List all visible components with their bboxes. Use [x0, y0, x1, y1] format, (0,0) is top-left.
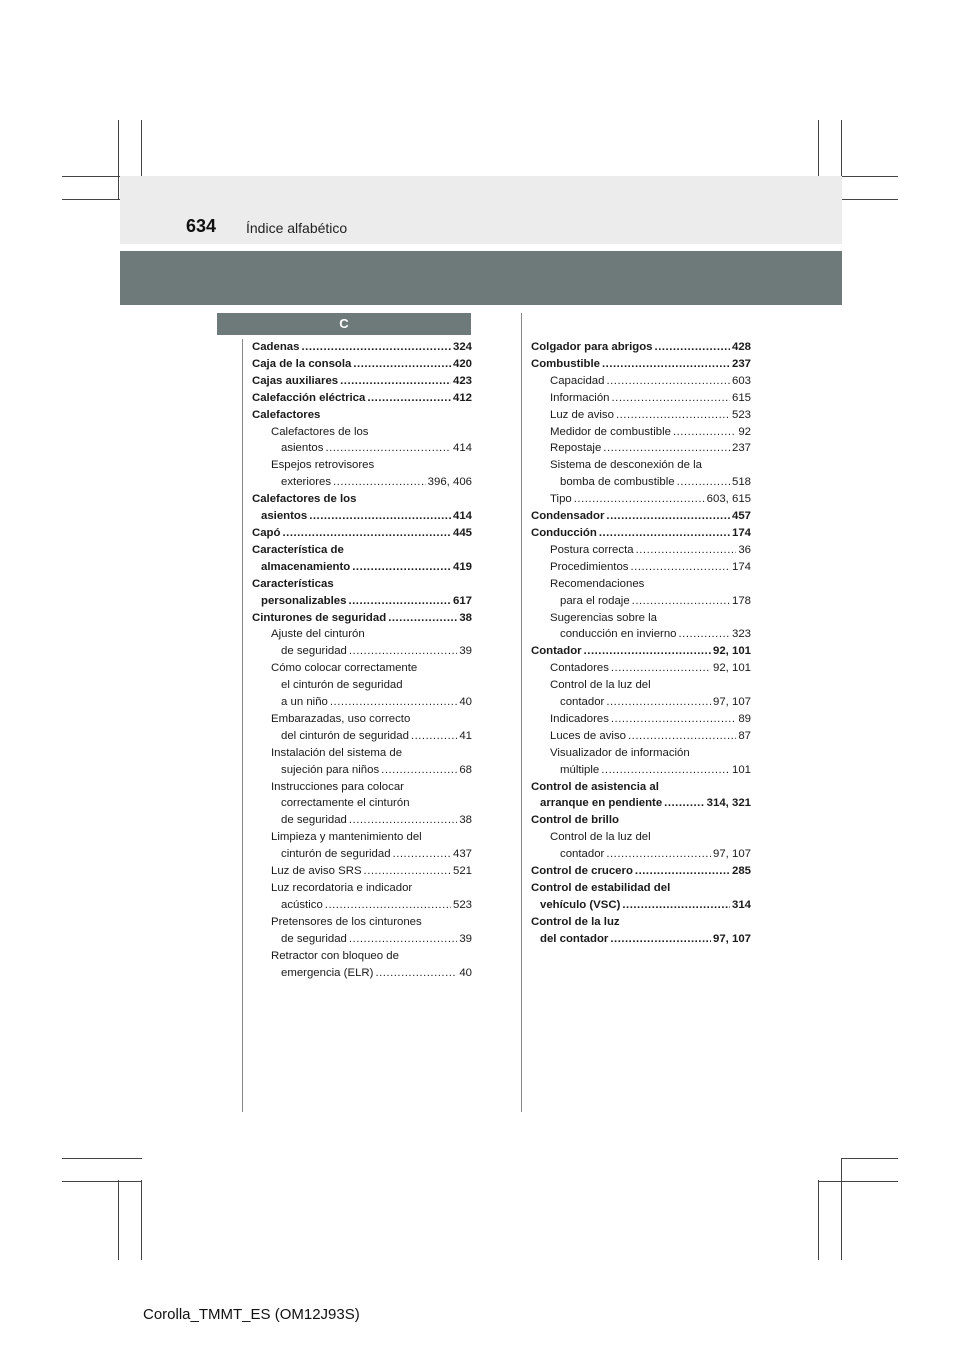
- index-entry: [531, 897, 751, 914]
- index-entry-term: Repostaje: [550, 442, 602, 455]
- leader-dots: [628, 728, 736, 745]
- index-entry-term: acústico: [281, 898, 323, 911]
- index-entry-term: Luz recordatoria e indicador: [271, 882, 413, 894]
- index-entry: [531, 508, 751, 525]
- crop-mark-bottom-left-vertical-1: [118, 1180, 119, 1260]
- index-entry-term: Retractor con bloqueo de: [271, 949, 399, 962]
- index-entry-page: 178: [731, 594, 751, 607]
- index-entry: [252, 542, 472, 559]
- footer-document-code: Corolla_TMMT_ES (OM12J93S): [143, 1306, 360, 1323]
- leader-dots: [333, 474, 426, 491]
- index-entry: [252, 559, 472, 576]
- index-entry-page: 419: [452, 560, 472, 573]
- index-entry: [531, 542, 751, 559]
- index-entry-page: 87: [738, 729, 751, 742]
- index-entry-term: del cinturón de seguridad: [281, 729, 409, 742]
- index-entry-term: Control de la luz: [531, 915, 620, 928]
- column-divider-right: [521, 313, 522, 1112]
- leader-dots: [611, 660, 711, 677]
- index-entry: [252, 390, 472, 407]
- index-entry: [531, 356, 751, 373]
- leader-dots: [606, 373, 730, 390]
- index-entry-page: 40: [459, 696, 472, 709]
- index-entry: [252, 829, 472, 846]
- index-entry: [252, 931, 472, 948]
- index-entry: [531, 931, 751, 948]
- index-entry-term: arranque en pendiente: [540, 797, 663, 810]
- index-entry-term: exteriores: [281, 476, 332, 489]
- index-entry-page: 38: [459, 814, 472, 827]
- index-entry-term: Condensador: [531, 510, 605, 523]
- index-entry: [252, 795, 472, 812]
- index-entry-term: cinturón de seguridad: [281, 848, 391, 861]
- index-entry-term: Colgador para abrigos: [531, 341, 653, 353]
- index-entry-term: Cómo colocar correctamente: [271, 662, 418, 675]
- index-entry-page: 603: [731, 374, 751, 387]
- index-entry-term: almacenamiento: [261, 560, 351, 573]
- index-entry: [252, 593, 472, 610]
- leader-dots: [612, 390, 730, 407]
- index-entry-term: Luz de aviso SRS: [271, 865, 362, 878]
- index-entry-page: 523: [452, 898, 472, 911]
- index-entry: [252, 914, 472, 931]
- index-entry-term: Indicadores: [550, 712, 609, 725]
- crop-mark-top-left-vertical-1: [118, 120, 119, 200]
- index-entry-page: 38: [459, 611, 472, 624]
- index-entry-term: sujeción para niños: [281, 763, 380, 776]
- leader-dots: [602, 356, 730, 373]
- index-entry: [252, 779, 472, 796]
- index-entry: [252, 812, 472, 829]
- leader-dots: [606, 694, 711, 711]
- leader-dots: [664, 795, 704, 812]
- leader-dots: [635, 863, 730, 880]
- index-entry: [531, 525, 751, 542]
- index-entry-term: Conducción: [531, 526, 597, 539]
- index-entry: [531, 457, 751, 474]
- index-column-left: [252, 339, 472, 981]
- leader-dots: [353, 356, 451, 373]
- index-column-right: [531, 339, 751, 948]
- index-entry-term: Control de asistencia al: [531, 780, 659, 793]
- index-entry-page: 428: [731, 341, 751, 353]
- leader-dots: [349, 931, 457, 948]
- leader-dots: [352, 559, 451, 576]
- index-entry-term: Calefactores de los: [252, 493, 357, 506]
- index-entry: [252, 897, 472, 914]
- index-entry-term: múltiple: [560, 763, 600, 776]
- index-entry-page: 521: [452, 865, 472, 878]
- index-entry: [531, 643, 751, 660]
- index-entry: [531, 779, 751, 796]
- leader-dots: [616, 407, 730, 424]
- leader-dots: [301, 339, 451, 356]
- leader-dots: [367, 390, 451, 407]
- index-entry-page: 92: [738, 425, 751, 438]
- index-entry-term: Característica de: [252, 543, 344, 556]
- index-entry-page: 314: [731, 898, 751, 911]
- leader-dots: [603, 440, 730, 457]
- index-entry-term: bomba de combustible: [560, 476, 675, 489]
- index-entry-term: Embarazadas, uso correcto: [271, 712, 411, 725]
- index-entry-term: Postura correcta: [550, 543, 634, 556]
- column-divider-left: [242, 339, 243, 1112]
- index-entry: [531, 474, 751, 491]
- leader-dots: [584, 643, 711, 660]
- index-entry: [252, 660, 472, 677]
- index-entry: [252, 880, 472, 897]
- leader-dots: [381, 762, 457, 779]
- index-entry: [252, 491, 472, 508]
- leader-dots: [610, 931, 711, 948]
- index-entry-term: Sugerencias sobre la: [550, 611, 658, 624]
- index-entry-page: 414: [452, 510, 472, 523]
- crop-mark-bottom-left-horizontal-2: [62, 1181, 142, 1182]
- index-entry-term: Luces de aviso: [550, 729, 626, 742]
- index-entry-term: conducción en invierno: [560, 628, 677, 641]
- index-entry-term: de seguridad: [281, 814, 347, 827]
- index-entry-term: Medidor de combustible: [550, 425, 671, 438]
- index-entry: [531, 880, 751, 897]
- leader-dots: [388, 610, 457, 627]
- index-entry-term: Visualizador de información: [550, 746, 690, 759]
- index-entry-term: Calefactores de los: [271, 425, 369, 438]
- crop-mark-bottom-left-vertical-2: [141, 1180, 142, 1260]
- index-entry-term: contador: [560, 848, 605, 861]
- index-entry-page: 323: [731, 628, 751, 641]
- leader-dots: [330, 694, 457, 711]
- crop-mark-bottom-right-vertical-1: [818, 1180, 819, 1260]
- index-entry-term: a un niño: [281, 696, 328, 709]
- index-entry-page: 396, 406: [427, 476, 472, 489]
- index-entry-term: asientos: [281, 442, 324, 455]
- index-entry: [252, 407, 472, 424]
- index-entry: [252, 474, 472, 491]
- index-entry: [531, 407, 751, 424]
- index-entry-page: 314, 321: [706, 797, 751, 810]
- index-entry-term: Combustible: [531, 357, 600, 370]
- index-entry: [252, 508, 472, 525]
- index-entry: [252, 745, 472, 762]
- index-entry-term: Ajuste del cinturón: [271, 628, 365, 641]
- index-entry-term: Limpieza y mantenimiento del: [271, 831, 422, 844]
- index-entry-term: de seguridad: [281, 645, 347, 658]
- index-entry: [531, 829, 751, 846]
- index-entry-term: Capó: [252, 526, 281, 539]
- leader-dots: [632, 593, 730, 610]
- index-entry-term: Control de la luz del: [550, 679, 651, 692]
- index-entry: [531, 812, 751, 829]
- index-entry: [531, 745, 751, 762]
- index-entry-term: Calefactores: [252, 408, 321, 421]
- index-entry-page: 41: [459, 729, 472, 742]
- index-entry: [252, 356, 472, 373]
- leader-dots: [349, 643, 457, 660]
- index-entry: [531, 576, 751, 593]
- index-entry: [252, 576, 472, 593]
- index-entry-page: 603, 615: [706, 493, 751, 506]
- leader-dots: [574, 491, 705, 508]
- index-entry-term: asientos: [261, 510, 308, 523]
- index-entry-term: Control de crucero: [531, 865, 633, 878]
- index-entry-term: Cadenas: [252, 341, 300, 353]
- index-entry: [531, 711, 751, 728]
- index-entry-page: 423: [452, 374, 472, 387]
- index-entry-page: 92, 101: [712, 662, 751, 675]
- index-entry-term: Luz de aviso: [550, 408, 614, 421]
- index-entry-page: 92, 101: [712, 645, 751, 658]
- index-entry: [252, 694, 472, 711]
- index-entry: [252, 440, 472, 457]
- index-entry: [531, 491, 751, 508]
- leader-dots: [340, 373, 451, 390]
- index-entry-term: Caja de la consola: [252, 357, 352, 370]
- index-entry-term: de seguridad: [281, 932, 347, 945]
- index-entry: [531, 626, 751, 643]
- leader-dots: [636, 542, 737, 559]
- index-entry-term: Instalación del sistema de: [271, 746, 403, 759]
- index-entry-term: Tipo: [550, 493, 572, 506]
- index-entry-page: 97, 107: [712, 696, 751, 709]
- index-entry-term: del contador: [540, 932, 609, 945]
- index-entry: [252, 677, 472, 694]
- letter-tab: C: [217, 313, 471, 335]
- index-entry-page: 97, 107: [712, 848, 751, 861]
- index-entry: [252, 711, 472, 728]
- index-entry-term: vehículo (VSC): [540, 898, 621, 911]
- index-entry: [531, 373, 751, 390]
- index-entry-term: Procedimientos: [550, 560, 629, 573]
- index-entry-term: Cajas auxiliares: [252, 374, 339, 387]
- leader-dots: [375, 965, 457, 982]
- index-entry-page: 89: [738, 712, 751, 725]
- index-entry-page: 68: [459, 763, 472, 776]
- index-entry-term: Contador: [531, 645, 582, 658]
- index-entry: [531, 914, 751, 931]
- index-entry: [531, 593, 751, 610]
- index-entry-term: emergencia (ELR): [281, 966, 374, 979]
- section-title: Índice alfabético: [246, 220, 348, 236]
- leader-dots: [601, 762, 730, 779]
- header-band: [120, 176, 842, 244]
- leader-dots: [606, 846, 711, 863]
- index-entry-page: 523: [731, 408, 751, 421]
- dark-band: [120, 251, 842, 305]
- index-entry-term: Calefacción eléctrica: [252, 391, 366, 404]
- index-entry-page: 615: [731, 391, 751, 404]
- index-entry: [252, 525, 472, 542]
- index-entry: [531, 424, 751, 441]
- leader-dots: [606, 508, 730, 525]
- index-entry-page: 437: [452, 848, 472, 861]
- index-entry-term: para el rodaje: [560, 594, 630, 607]
- index-entry-page: 39: [459, 932, 472, 945]
- index-entry-page: 518: [731, 476, 751, 489]
- index-entry-page: 412: [452, 391, 472, 404]
- index-entry-term: personalizables: [261, 594, 347, 607]
- leader-dots: [411, 728, 457, 745]
- index-entry-term: Capacidad: [550, 374, 605, 387]
- index-entry-term: el cinturón de seguridad: [281, 679, 403, 692]
- index-entry: [531, 694, 751, 711]
- leader-dots: [309, 508, 451, 525]
- leader-dots: [655, 339, 730, 356]
- index-entry-term: Características: [252, 577, 334, 590]
- index-entry-term: Información: [550, 391, 610, 404]
- leader-dots: [348, 593, 451, 610]
- index-entry: [531, 762, 751, 779]
- index-entry: [252, 373, 472, 390]
- index-entry-term: Cinturones de seguridad: [252, 611, 387, 624]
- crop-mark-bottom-right-horizontal-2: [841, 1158, 898, 1159]
- index-entry: [531, 846, 751, 863]
- index-entry: [531, 610, 751, 627]
- index-entry: [531, 660, 751, 677]
- page-number: 634: [186, 216, 217, 236]
- index-entry: [252, 846, 472, 863]
- index-entry-page: 420: [452, 357, 472, 370]
- index-entry: [531, 440, 751, 457]
- index-entry: [252, 948, 472, 965]
- index-entry: [252, 728, 472, 745]
- index-entry-page: 324: [452, 341, 472, 353]
- leader-dots: [282, 525, 451, 542]
- leader-dots: [599, 525, 730, 542]
- index-entry-page: 174: [731, 526, 751, 539]
- index-entry-page: 414: [452, 442, 472, 455]
- index-entry-term: Sistema de desconexión de la: [550, 459, 702, 472]
- index-entry-term: Recomendaciones: [550, 577, 645, 590]
- leader-dots: [631, 559, 730, 576]
- index-entry-page: 457: [731, 510, 751, 523]
- index-entry: [531, 728, 751, 745]
- index-entry: [252, 424, 472, 441]
- index-entry: [252, 762, 472, 779]
- leader-dots: [325, 440, 451, 457]
- index-entry-page: 39: [459, 645, 472, 658]
- index-entry-term: Pretensores de los cinturones: [271, 915, 422, 928]
- leader-dots: [677, 474, 730, 491]
- leader-dots: [393, 846, 451, 863]
- index-entry-term: contador: [560, 696, 605, 709]
- index-entry-page: 174: [731, 560, 751, 573]
- leader-dots: [364, 863, 451, 880]
- index-entry-term: Control de la luz del: [550, 831, 651, 844]
- index-entry: [252, 339, 472, 356]
- leader-dots: [673, 424, 736, 441]
- index-entry-term: Control de estabilidad del: [531, 882, 671, 894]
- index-entry: [252, 863, 472, 880]
- index-entry: [252, 626, 472, 643]
- index-entry-term: correctamente el cinturón: [281, 797, 410, 810]
- index-entry-page: 445: [452, 526, 472, 539]
- index-entry: [531, 390, 751, 407]
- index-entry-page: 237: [731, 357, 751, 370]
- index-entry-page: 617: [452, 594, 472, 607]
- crop-mark-bottom-left-horizontal-1: [62, 1158, 142, 1159]
- index-entry: [252, 610, 472, 627]
- index-entry: [531, 795, 751, 812]
- index-entry-page: 101: [731, 763, 751, 776]
- index-entry-term: Instrucciones para colocar: [271, 780, 404, 793]
- leader-dots: [622, 897, 730, 914]
- index-entry-term: Espejos retrovisores: [271, 459, 375, 472]
- index-entry: [531, 677, 751, 694]
- index-entry: [252, 643, 472, 660]
- index-entry: [531, 863, 751, 880]
- index-entry: [531, 559, 751, 576]
- crop-mark-bottom-right-horizontal-1: [818, 1181, 898, 1182]
- index-entry-page: 97, 107: [712, 932, 751, 945]
- index-entry: [531, 339, 751, 356]
- leader-dots: [611, 711, 736, 728]
- index-entry-term: Contadores: [550, 662, 609, 675]
- index-entry: [252, 965, 472, 982]
- crop-mark-bottom-right-vertical-2: [841, 1158, 842, 1260]
- leader-dots: [349, 812, 457, 829]
- index-entry: [252, 457, 472, 474]
- leader-dots: [325, 897, 451, 914]
- leader-dots: [679, 626, 730, 643]
- index-entry-page: 40: [459, 966, 472, 979]
- index-entry-term: Control de brillo: [531, 814, 619, 827]
- index-entry-page: 237: [731, 442, 751, 455]
- index-entry-page: 285: [731, 865, 751, 878]
- index-entry-page: 36: [738, 543, 751, 556]
